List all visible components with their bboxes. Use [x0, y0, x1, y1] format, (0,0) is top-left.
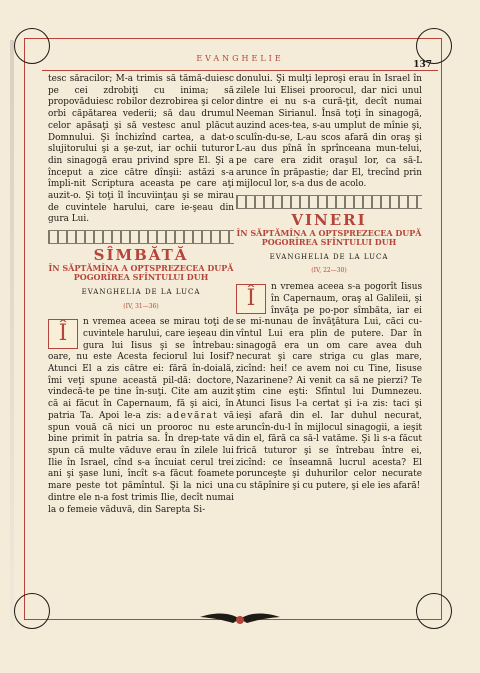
- header-rule: [42, 70, 438, 71]
- left-paragraph-2: [48, 317, 234, 516]
- running-head: EVANGHELIE: [196, 54, 284, 63]
- corner-ornament-icon: [14, 593, 50, 629]
- section-title-friday: VINERI: [291, 211, 367, 230]
- left-paragraph-1: tesc săracilor; M-a trimis să tămă-duiesc pe cei zdrobiţi cu inima; să propovăduiesc robilor dezrobirea şi celor orbi căpătarea vederii; să dau drumul celor apăsaţi şi să vestesc anul plăcut Domnului. Şi închizînd cartea, a dat-o slujitorului şi a şe-zut, iar ochii tuturor din sinagogă erau privind spre El. Şi a început a zice către dînşii: astăzi s-a împli-nit Scriptura aceasta pe care aţi auzit-o. Şi toţi îl încuviinţau şi se mirau de cuvintele harului, care ie-şeau din gura Lui.: [48, 74, 234, 225]
- winged-ornament-icon: [190, 610, 290, 628]
- dropcap-initial: Î: [236, 284, 266, 314]
- ornamental-divider: [48, 230, 234, 244]
- section-subtitle: ÎN SĂPTĂMÎNA A OPTSPREZECEA DUPĂ POGORÎREA SFÎNTULUI DUH: [236, 227, 422, 248]
- left-text-part-2: vă spun vouă că nici un prooroc nu este bine primit în patria sa. În drep-tate vă spun că multe văduve erau în zilele lui Ilie în Israel, cînd s-a încuiat cerul trei ani şi şase luni, încît s-a făcut foamete mare peste tot pămîntul. Şi la nici una dintre ele n-a fost trimis Ilie, decît numai la o femeie văduvă, din Sarepta Si-: [48, 410, 235, 515]
- right-column: [236, 74, 422, 493]
- left-column: [48, 74, 234, 516]
- right-paragraph-1: donului. Şi mulţi leproşi erau în Israel în zilele lui Elisei proorocul, dar nici unul dintre ei nu s-a cură-ţit, decît numai Neeman Sirianul. Însă toţi în sinagogă, auzind aces-tea, s-au umplut de mînie şi, sculîn-du-se, L-au scos afară din oraş şi L-au dus pînă în sprînceana mun-telui, pe care era zidit oraşul lor, ca să-L arunce în prăpastie; dar El, trecînd prin mijlocul lor, s-a dus de acolo.: [236, 74, 422, 190]
- section-title-saturday: SÎMBĂTĂ: [93, 246, 189, 265]
- gospel-name: EVANGHELIA DE LA LUCA: [269, 252, 389, 261]
- section-subtitle: ÎN SĂPTĂMÎNA A OPTSPREZECEA DUPĂ POGORÎREA SFÎNTULUI DUH: [48, 262, 234, 283]
- ornamental-divider: [236, 195, 422, 209]
- gospel-name: EVANGHELIA DE LA LUCA: [81, 287, 201, 296]
- scripture-reference: (IV, 31—36): [123, 302, 159, 310]
- left-text-emphasis: adevărat: [166, 410, 219, 421]
- scripture-reference: (IV, 22—30): [311, 267, 347, 275]
- page-edge-shadow: [10, 40, 14, 630]
- dropcap-initial: Î: [48, 319, 78, 349]
- left-text-part-1: n vremea aceea se mirau toţi de cuvintele harului, care ieşeau din gura lui Iisus şi se întrebau: oare, nu este Acesta feciorul lui Iosif? Atunci El a zis către ei: fără în-doială, îmi veţi spune această pil-dă: doctore, vindecă-te pe tine în-suţi. Cite am auzit că ai făcut în Capernaum, fă şi aici, în patria Ta. Apoi le-a zis:: [48, 317, 234, 421]
- right-text: n vremea aceea s-a pogorît Iisus în Capernaum, oraş al Galileii, şi învăţa pe po-por sîmbăta, iar ei se mi-nunau de învăţătura Lui, căci cu-vîntul Lui era plin de putere. Dar în sinagogă era un om care avea duh necurat şi care striga cu glas mare, zicînd: hei! ce avem noi cu Tine, Iisuse Nazarinene? Ai venit ca să ne pierzi? Te ştim cine eşti: Sfîntul lui Dumnezeu. Atunci Iisus l-a certat şi i-a zis: taci şi ieşi afară din el. Iar duhul necurat, aruncîn-du-l în mijlocul sinagogii, a ieşit din el, fără ca să-l vatăme. Şi li s-a făcut frică tuturor şi se întrebau între ei, zicînd: ce înseamnă lucrul acesta? El porunceşte şi duhurilor celor necurate cu stăpînire şi cu putere, şi ele ies afară!: [236, 282, 422, 492]
- corner-ornament-icon: [416, 593, 452, 629]
- right-paragraph-2: [236, 282, 422, 493]
- page-number: 137: [413, 60, 432, 70]
- winged-ornament-svg: [195, 610, 285, 628]
